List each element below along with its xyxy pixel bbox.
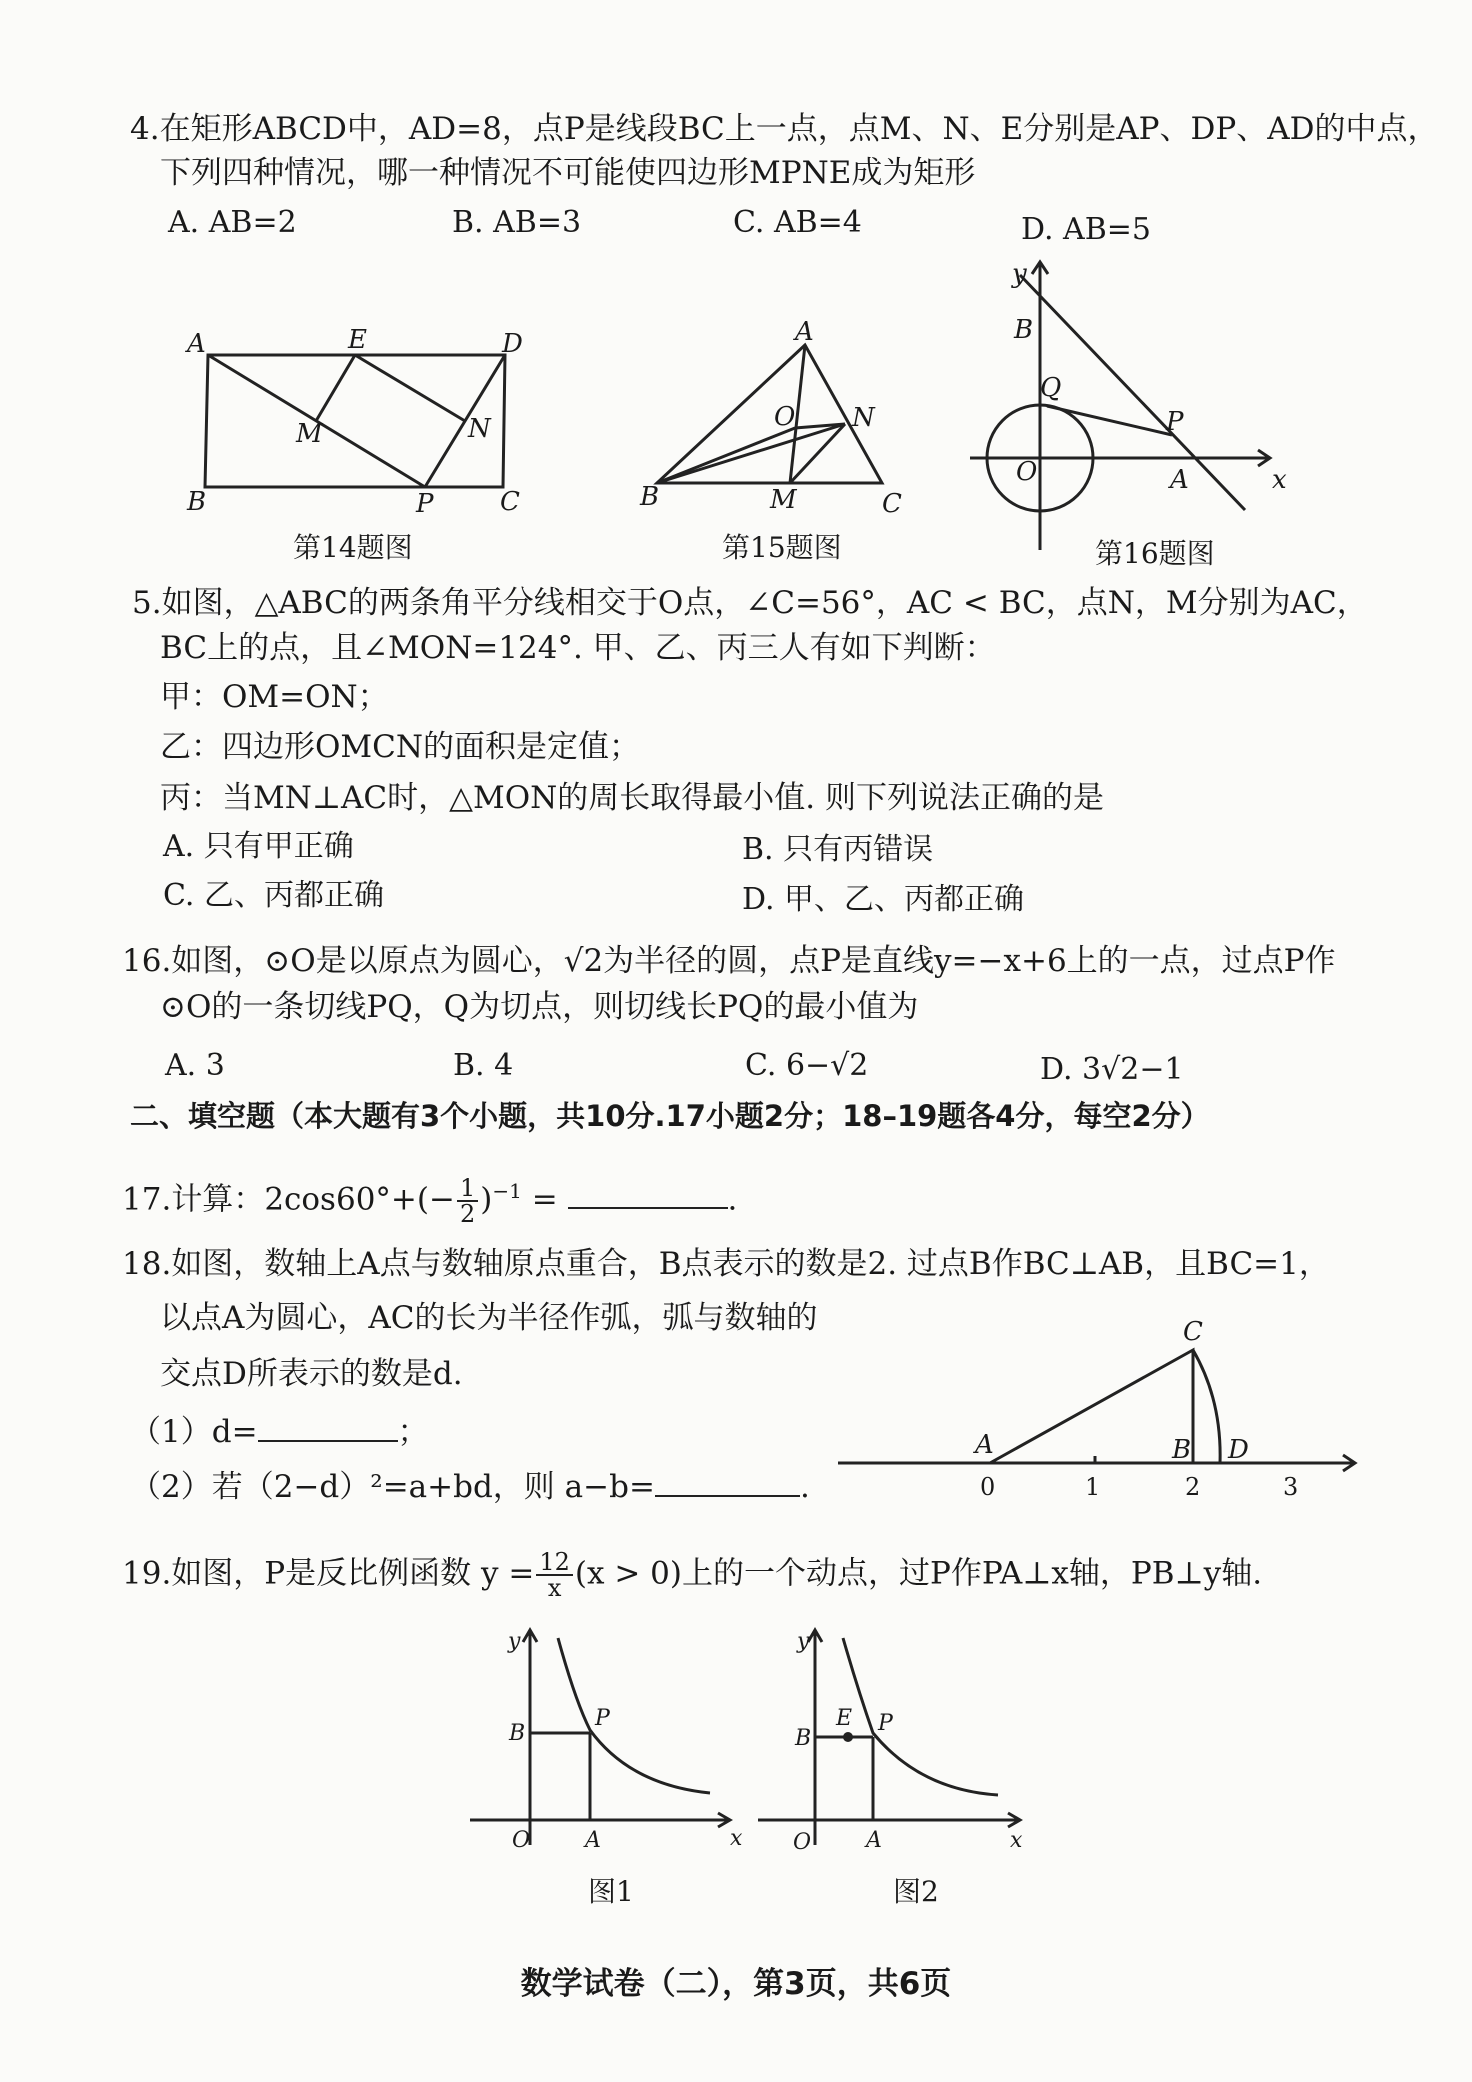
label-x: x <box>1010 1828 1023 1853</box>
label-b: B <box>1014 315 1034 345</box>
label-b: B <box>187 487 207 517</box>
q14-option-d: D. AB=5 <box>1021 212 1151 247</box>
q14-option-a: A. AB=2 <box>168 205 297 240</box>
label-y: y <box>508 1629 521 1654</box>
label-e: E <box>836 1706 853 1731</box>
q15-option-a: A. 只有甲正确 <box>163 829 354 864</box>
label-c: C <box>500 487 520 517</box>
rectangle-abcd <box>205 355 505 487</box>
arc-cd <box>1193 1350 1220 1463</box>
q14-option-c: C. AB=4 <box>733 205 862 240</box>
q16-option-a: A. 3 <box>165 1048 225 1083</box>
triangle-acb <box>990 1350 1193 1463</box>
label-a: A <box>795 317 814 347</box>
tick-label-2: 2 <box>1185 1473 1201 1501</box>
q15-yi: 乙：四边形OMCN的面积是定值； <box>160 729 640 765</box>
q18-line3: 交点D所表示的数是d. <box>160 1356 463 1392</box>
q15-option-b: B. 只有丙错误 <box>742 832 934 867</box>
q17-answer-blank[interactable] <box>568 1177 728 1209</box>
label-n: N <box>468 414 491 444</box>
hyperbola <box>558 1638 710 1793</box>
tangent-pq <box>1047 406 1172 435</box>
q19-figure2-caption: 图2 <box>893 1875 939 1908</box>
q16-line2: ⊙O的一条切线PQ，Q为切点，则切线长PQ的最小值为 <box>160 989 919 1025</box>
label-o: O <box>793 1830 812 1855</box>
label-q: Q <box>1040 373 1062 403</box>
q18-part2: （2）若（2−d）²=a+bd，则 a−b= . <box>130 1465 810 1508</box>
q16-option-b: B. 4 <box>453 1048 514 1083</box>
label-b: B <box>795 1726 812 1751</box>
q14-figure-caption: 第14题图 <box>293 531 413 564</box>
q15-line1: 5.如图，△ABC的两条角平分线相交于O点，∠C=56°，AC < BC，点N，M分别为AC， <box>132 585 1368 621</box>
label-d: D <box>502 329 523 359</box>
label-b: B <box>640 482 660 512</box>
label-b: B <box>1172 1435 1192 1465</box>
label-o: O <box>512 1828 531 1853</box>
label-y: y <box>797 1629 810 1654</box>
point-e <box>843 1732 853 1742</box>
tick-label-1: 1 <box>1085 1473 1101 1501</box>
label-p: P <box>878 1711 893 1736</box>
q17-fraction: $\frac{1}{2}$ <box>457 1176 478 1226</box>
q18-part1: （1）d= ； <box>130 1410 429 1453</box>
q16-figure <box>960 255 1310 555</box>
q15-jia: 甲：OM=ON； <box>160 679 389 715</box>
label-p: P <box>416 489 434 519</box>
tick-label-3: 3 <box>1283 1473 1299 1501</box>
q19-figure1-caption: 图1 <box>588 1875 634 1908</box>
q16-figure-caption: 第16题图 <box>1095 537 1215 570</box>
label-p: P <box>1166 407 1184 437</box>
label-o: O <box>1016 457 1038 487</box>
label-a: A <box>975 1430 994 1460</box>
section2-title: 二、填空题（本大题有3个小题，共10分.17小题2分；18–19题各4分，每空2分） <box>130 1099 1210 1133</box>
q14-line1: 4.在矩形ABCD中，AD=8，点P是线段BC上一点，点M、N、E分别是AP、DP、AD的中点， <box>130 111 1439 147</box>
q18-answer-blank-2[interactable] <box>655 1465 800 1497</box>
label-x: x <box>1272 465 1287 495</box>
q15-line2: BC上的点，且∠MON=124°. 甲、乙、丙三人有如下判断： <box>160 630 996 666</box>
q15-bing: 丙：当MN⊥AC时，△MON的周长取得最小值. 则下列说法正确的是 <box>160 780 1104 816</box>
q16-option-d: D. 3√2−1 <box>1040 1052 1184 1087</box>
q15-figure <box>630 315 910 519</box>
label-a: A <box>866 1828 882 1853</box>
q18-figure <box>830 1310 1370 1510</box>
label-m: M <box>770 485 797 515</box>
label-a: A <box>1170 465 1189 495</box>
page-footer: 数学试卷（二），第3页，共6页 <box>520 1966 952 2002</box>
q19-figure-2 <box>750 1620 1050 1860</box>
segment-bo <box>657 428 795 483</box>
label-a: A <box>585 1828 601 1853</box>
q18-answer-blank-1[interactable] <box>258 1410 398 1442</box>
label-p: P <box>595 1706 610 1731</box>
label-c: C <box>1183 1317 1203 1347</box>
q18-line1: 18.如图，数轴上A点与数轴原点重合，B点表示的数是2. 过点B作BC⊥AB，且BC=1， <box>122 1246 1330 1282</box>
q19-figure-1 <box>460 1620 760 1860</box>
q14-line2: 下列四种情况，哪一种情况不可能使四边形MPNE成为矩形 <box>160 155 976 191</box>
label-c: C <box>882 489 902 519</box>
q19-line: 19.如图，P是反比例函数 y = $\frac{12}{x}$ (x > 0)上的一个动点，过P作PA⊥x轴，PB⊥y轴. <box>122 1548 1263 1602</box>
q15-figure-caption: 第15题图 <box>722 531 842 564</box>
tick-label-0: 0 <box>980 1473 996 1501</box>
q15-option-d: D. 甲、乙、丙都正确 <box>742 882 1025 917</box>
label-n: N <box>852 403 875 433</box>
q14-option-b: B. AB=3 <box>452 205 582 240</box>
q17-line: 17.计算：2cos60°+(− $\frac{1}{2}$ )$^{-1}$ = . <box>122 1173 738 1228</box>
label-d: D <box>1228 1435 1249 1465</box>
triangle-abc <box>657 345 882 483</box>
label-m: M <box>296 419 323 449</box>
label-e: E <box>348 325 367 355</box>
q16-line1: 16.如图，⊙O是以原点为圆心，√2为半径的圆，点P是直线y=−x+6上的一点，过点P作 <box>122 943 1336 979</box>
q19-fraction: $\frac{12}{x}$ <box>536 1550 573 1600</box>
segment-en <box>355 355 465 421</box>
label-b: B <box>509 1721 526 1746</box>
q18-line2: 以点A为圆心，AC的长为半径作弧，弧与数轴的 <box>160 1300 818 1336</box>
q16-option-c: C. 6−√2 <box>745 1048 869 1083</box>
label-y: y <box>1012 259 1027 289</box>
label-x: x <box>730 1826 743 1851</box>
hyperbola <box>843 1638 998 1795</box>
label-a: A <box>187 329 206 359</box>
q15-option-c: C. 乙、丙都正确 <box>163 878 384 913</box>
q14-figure <box>180 320 540 520</box>
label-o: O <box>774 402 796 432</box>
segment-em <box>316 355 355 421</box>
